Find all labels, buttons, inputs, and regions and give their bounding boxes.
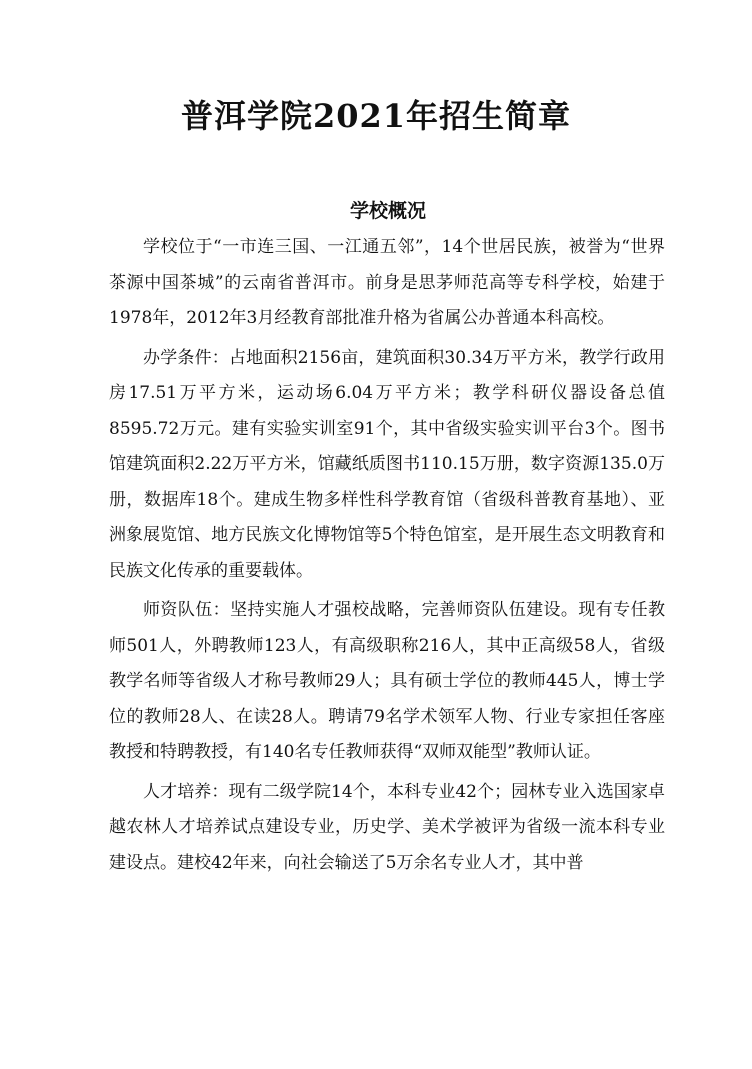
paragraph-location: 学校位于“一市连三国、一江通五邻”，14个世居民族，被誉为“世界茶源中国茶城”的云南省普洱市。前身是思茅师范高等专科学校，始建于1978年，2012年3月经教育部批准升格为省属公办普通本科高校。 [109,237,665,328]
paragraph-faculty: 师资队伍：坚持实施人才强校战略，完善师资队伍建设。现有专任教师501人，外聘教师123人，有高级职称216人，其中正高级58人，省级教学名师等省级人才称号教师29人；具有硕士学位的教师445人，博士学位的教师28人、在读28人。聘请79名学术领军人物、行业专家担任客座教授和特聘教授，有140名专任教师获得“双师双能型”教师认证。 [109,600,665,762]
document-title: 普洱学院2021年招生简章 [180,97,572,135]
body-text [109,230,665,885]
section-heading: 学校概况 [349,200,426,222]
paragraph-training: 人才培养：现有二级学院14个，本科专业42个；园林专业入选国家卓越农林人才培养试点建设专业，历史学、美术学被评为省级一流本科专业建设点。建校42年来，向社会输送了5万余名专业人才，其中普 [109,781,665,873]
paragraph-facilities: 办学条件：占地面积2156亩，建筑面积30.34万平方米，教学行政用房17.51万平方米，运动场6.04万平方米；教学科研仪器设备总值8595.72万元。建有实验实训室91个，其中省级实验实训平台3个。图书馆建筑面积2.22万平方米，馆藏纸质图书110.15万册，数字资源135.0万册，数据库18个。建成生物多样性科学教育馆（省级科普教育基地）、亚洲象展览馆、地方民族文化博物馆等5个特色馆室，是开展生态文明教育和民族文化传承的重要载体。 [109,347,665,581]
